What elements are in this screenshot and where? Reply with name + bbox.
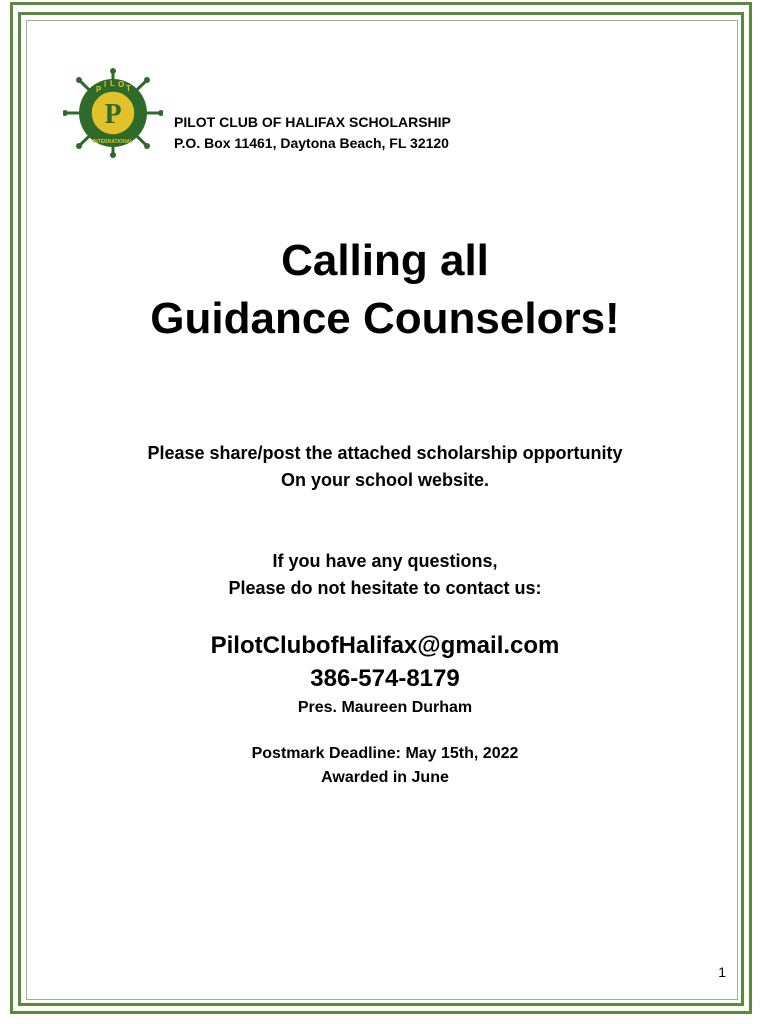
postmark-deadline: Postmark Deadline: May 15th, 2022 — [251, 745, 519, 762]
page-number: 1 — [718, 964, 726, 980]
org-address: P.O. Box 11461, Daytona Beach, FL 32120 — [174, 135, 449, 151]
president-name: Pres. Maureen Durham — [297, 699, 473, 716]
questions-line-1: If you have any questions, — [272, 551, 498, 571]
svg-text:I: I — [104, 80, 107, 89]
deadline-block — [0, 742, 770, 790]
headline-line-1: Calling all — [281, 236, 489, 285]
svg-text:INTERNATIONAL: INTERNATIONAL — [92, 139, 134, 145]
headline-line-2: Guidance Counselors! — [150, 294, 620, 343]
share-line-2: On your school website. — [280, 470, 490, 490]
share-paragraph — [0, 440, 770, 494]
pilot-international-logo — [63, 68, 163, 158]
contact-email[interactable]: PilotClubofHalifax@gmail.com — [210, 632, 560, 659]
svg-text:P: P — [104, 99, 122, 130]
svg-text:T: T — [126, 84, 131, 93]
share-line-1: Please share/post the attached scholarship opportunity — [147, 443, 623, 463]
questions-paragraph — [0, 548, 770, 602]
award-timing: Awarded in June — [321, 769, 449, 786]
svg-text:L: L — [110, 79, 115, 88]
contact-phone[interactable]: 386-574-8179 — [310, 665, 460, 692]
page-border-line — [26, 20, 738, 1000]
header-block — [174, 112, 451, 154]
questions-line-2: Please do not hesitate to contact us: — [228, 578, 542, 598]
svg-text:O: O — [118, 80, 125, 89]
svg-text:P: P — [96, 85, 102, 94]
page-title — [0, 232, 770, 348]
org-name: PILOT CLUB OF HALIFAX SCHOLARSHIP — [174, 114, 451, 130]
